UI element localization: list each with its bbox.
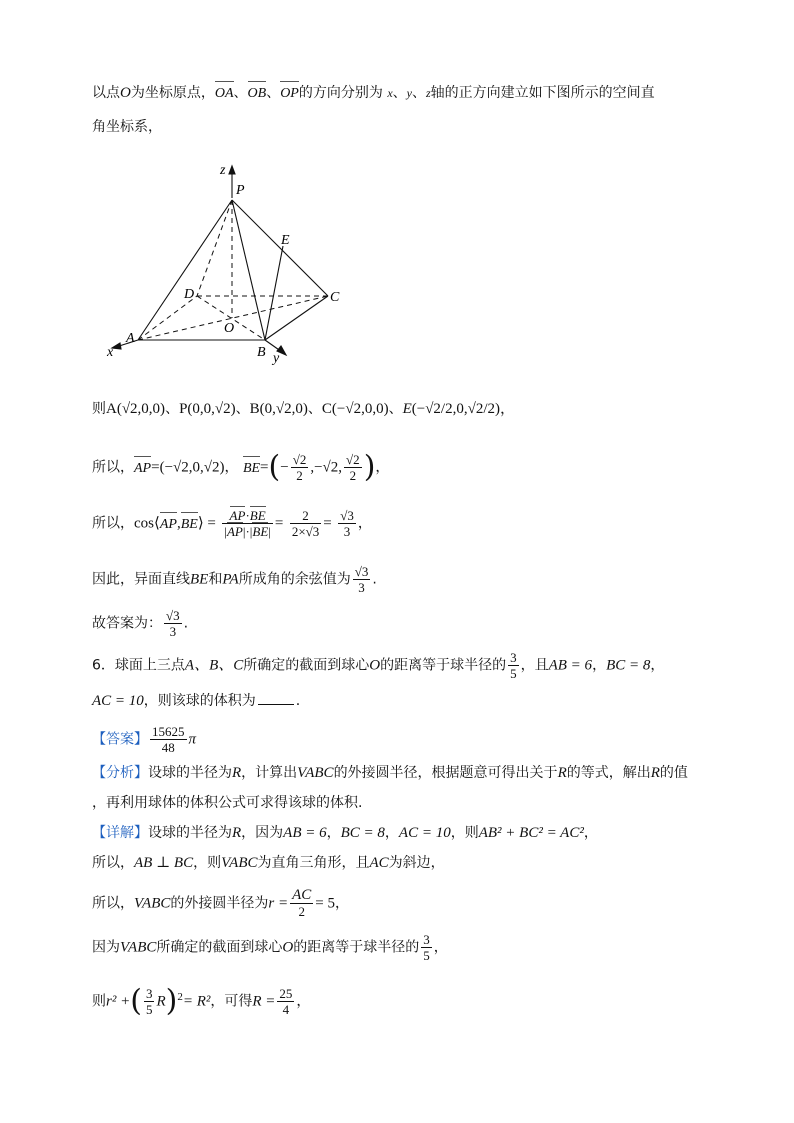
- den: 2×√3: [291, 524, 320, 539]
- q6-line-2: [92, 690, 300, 712]
- detail-line-5: 则r² +( $\frac{3}{5}$ R)$^2$= R²，可得R = $\frac{25}{4}$ ，: [92, 983, 311, 1019]
- text: 为斜边，: [388, 855, 445, 871]
- edge-PA: [138, 200, 235, 340]
- vector-oa: OA: [215, 83, 234, 105]
- label-z: z: [220, 163, 226, 178]
- den: 2: [298, 904, 305, 919]
- analysis-line-1: [92, 762, 688, 784]
- label-x: x: [107, 345, 114, 360]
- frac-be-z: [344, 452, 362, 483]
- frac-25-4: [277, 986, 294, 1017]
- num: √2: [292, 452, 307, 467]
- text: 因此，异面直线: [92, 571, 190, 588]
- R-eq: R =: [252, 993, 276, 1010]
- frac-3-5: [144, 986, 155, 1017]
- sep: 、: [233, 85, 248, 101]
- frac-ac-2: [290, 888, 313, 919]
- num: 15625: [152, 724, 185, 739]
- r-eq: r =: [268, 895, 289, 912]
- text: 的距离等于球半径的: [380, 657, 507, 674]
- sep: 、: [388, 401, 403, 417]
- num: 25: [279, 986, 293, 1002]
- radius-R: R: [156, 993, 166, 1010]
- num: √3: [166, 608, 180, 623]
- frac-cos-value: [353, 564, 371, 595]
- text: 设球的半径为: [148, 825, 232, 841]
- radius-R: R: [650, 765, 660, 781]
- vector-ap: AP: [134, 458, 151, 480]
- axis-y-label: y: [406, 86, 412, 100]
- detail-line-1: 【详解】设球的半径为R，因为AB = 6，BC = 8，AC = 10，则AB² + BC² = AC²，: [92, 825, 598, 841]
- center-o: O: [282, 939, 294, 956]
- triangle-abc: VABC: [134, 895, 171, 912]
- text: 和: [208, 571, 223, 588]
- text: ，计算出: [241, 765, 298, 781]
- text: 故答案为：: [92, 615, 162, 632]
- den: 2: [349, 468, 357, 483]
- num: √3: [354, 564, 369, 579]
- hypotenuse-ac: AC: [369, 855, 389, 871]
- frac-3-5: [508, 650, 519, 681]
- vectors-line: 所以，AP=(−√2,0,√2)， BE=(− $\frac{√2}{2}$ ,−√2, $\frac{√2}{2}$ )，: [92, 449, 390, 485]
- z-arrow: [229, 166, 235, 174]
- label-D: D: [184, 287, 195, 302]
- point-C: C(−√2,0,0): [321, 401, 389, 417]
- text: 则: [92, 993, 106, 1010]
- frac-3-5: [421, 932, 432, 963]
- answer-result-line: 故答案为： $\frac{√3}{3}$ .: [92, 608, 189, 639]
- sep: 、: [165, 401, 180, 417]
- num: √2: [346, 452, 360, 467]
- text: ，: [583, 825, 598, 841]
- answer-block: [92, 724, 196, 755]
- frac-answer-volume: [150, 724, 187, 755]
- answer-tag: 【答案】: [92, 731, 148, 748]
- radius-R: R: [232, 765, 242, 781]
- line-pa: PA: [222, 571, 239, 588]
- text: 的方向分别为: [298, 85, 383, 101]
- point-E-y: 0: [456, 401, 464, 417]
- intro-line-1: [92, 82, 655, 105]
- bc-value: BC = 8: [340, 825, 385, 841]
- text: ，则: [193, 855, 222, 871]
- point-A: A(√2,0,0): [106, 401, 166, 417]
- radius-R: R: [557, 765, 567, 781]
- detail-line-3: 所以，VABC的外接圆半径为r = $\frac{AC}{2}$ = 5，: [92, 887, 349, 919]
- vector-be: BE: [249, 508, 266, 523]
- point-E-x: −√2/2: [416, 401, 453, 417]
- points-abc: A、B、C: [184, 657, 244, 674]
- eq-right: = R²: [182, 993, 211, 1010]
- text: 以点: [92, 85, 120, 101]
- detail-line-4: 因为VABC所确定的截面到球心O的距离等于球半径的 $\frac{3}{5}$ ，: [92, 932, 448, 963]
- label-y: y: [273, 351, 280, 366]
- vector-be-y: −√2,: [314, 459, 343, 476]
- sep: 、: [411, 85, 426, 101]
- num: AC: [292, 887, 312, 903]
- axis-x-label: x: [387, 86, 393, 100]
- triangle-abc: VABC: [297, 765, 334, 781]
- den: 3: [343, 524, 351, 539]
- text: 所以，: [92, 855, 134, 871]
- q6-line-1: 6．球面上三点A、B、C所确定的截面到球心O的距离等于球半径的 $\frac{3}{5}$ ，且AB = 6，BC = 8，: [92, 650, 665, 681]
- text: 的外接圆半径，根据题意可得出关于: [333, 765, 558, 781]
- text: 所成角的余弦值为: [238, 571, 351, 588]
- label-A: A: [126, 331, 135, 346]
- num: 2: [290, 508, 321, 524]
- text: ，因为: [241, 825, 284, 841]
- point-E-label: E: [402, 401, 412, 417]
- conclusion-line: 因此，异面直线BE和PA所成角的余弦值为 $\frac{√3}{3}$ .: [92, 564, 377, 595]
- point-B: B(0,√2,0): [249, 401, 308, 417]
- triangle-abc: VABC: [120, 939, 157, 956]
- text: 设球的半径为: [148, 765, 232, 781]
- text: ，且: [520, 657, 549, 674]
- cos-fn: cos: [134, 515, 154, 532]
- r-result: = 5: [315, 895, 335, 912]
- den: 3: [358, 580, 365, 595]
- den: 2: [296, 468, 303, 483]
- den: 5: [423, 948, 430, 963]
- detail-tag: 【详解】: [92, 825, 148, 841]
- den: 5: [145, 1002, 153, 1018]
- triangle-abc: VABC: [221, 855, 258, 871]
- analysis-line-2: ，再利用球体的体积公式可求得该球的体积.: [92, 795, 363, 811]
- vector-be: BE: [181, 514, 198, 536]
- analysis-tag: 【分析】: [92, 765, 148, 781]
- vector-ap: AP: [226, 524, 243, 539]
- vector-ob: OB: [248, 83, 267, 105]
- coords-line: 则A(√2,0,0)、P(0,0,√2)、B(0,√2,0)、C(−√2,0,0)、E(−√2/2,0,√2/2)，: [92, 401, 515, 417]
- radius-R: R: [232, 825, 242, 841]
- eq-left: r² +: [106, 993, 131, 1010]
- num: 3: [423, 932, 430, 947]
- ac-value: AC = 10: [398, 825, 451, 841]
- num: 3: [145, 986, 153, 1002]
- pi: π: [188, 731, 197, 748]
- label-P: P: [236, 183, 245, 198]
- x-arrow: [112, 343, 121, 349]
- den: 5: [510, 666, 517, 681]
- perpendicular: AB ⊥ BC: [134, 855, 194, 871]
- text: 的外接圆半径为: [170, 895, 269, 912]
- label-C: C: [330, 290, 340, 305]
- point-E-z: √2/2: [467, 401, 495, 417]
- frac-values: [290, 508, 321, 539]
- sep: 、: [266, 85, 281, 101]
- text: 的等式，解出: [566, 765, 651, 781]
- text: 所确定的截面到球心: [156, 939, 283, 956]
- math-origin: O: [120, 85, 131, 101]
- sep: 、: [307, 401, 322, 417]
- vector-op: OP: [280, 83, 299, 105]
- vector-ap-value: =(−√2,0,√2): [151, 459, 225, 476]
- text: ，可得: [210, 993, 253, 1010]
- label-O: O: [224, 321, 235, 336]
- label-E: E: [281, 233, 290, 248]
- text: 所以，: [92, 459, 134, 476]
- vector-be: BE: [243, 458, 260, 480]
- text: 则: [92, 401, 106, 417]
- den: 48: [161, 740, 175, 755]
- edge-BC: [265, 296, 328, 340]
- bc-value: BC = 8: [606, 657, 651, 674]
- cosine-line: 所以，cos⟨AP,BE⟩ = $\frac{AP\cdot BE}{|AP|\cdot|BE|}$ = $\frac{2}{2\times√3}$ = $\frac{√3}{3}$ ，: [92, 508, 372, 539]
- answer-blank: [258, 704, 294, 705]
- text: .: [295, 693, 301, 709]
- ab-value: AB = 6: [283, 825, 327, 841]
- vector-ap: AP: [160, 514, 177, 536]
- sep: 、: [392, 85, 407, 101]
- text: 的值: [659, 765, 688, 781]
- vector-ap: AP: [229, 508, 246, 523]
- frac-be-x: [291, 452, 309, 483]
- line-be: BE: [190, 571, 209, 588]
- segment-BE: [265, 246, 283, 340]
- text: 为直角三角形，且: [257, 855, 370, 871]
- axis-z-label: z: [425, 86, 431, 100]
- text: 为坐标原点，: [130, 85, 215, 101]
- ab-value: AB = 6: [548, 657, 593, 674]
- label-B: B: [257, 345, 266, 360]
- text: 所确定的截面到球心: [243, 657, 370, 674]
- num: √3: [340, 508, 354, 523]
- detail-line-2: [92, 852, 445, 874]
- center-o: O: [369, 657, 381, 674]
- intro-line-2: 角坐标系，: [92, 119, 162, 135]
- den: 4: [282, 1002, 290, 1018]
- text: 轴的正方向建立如下图所示的空间直: [430, 85, 655, 101]
- point-P: P(0,0,√2): [179, 401, 236, 417]
- text: 所以，: [92, 515, 134, 532]
- pyramid-figure: [100, 160, 360, 370]
- text: ，则该球的体积为: [143, 693, 256, 709]
- frac-answer: [164, 608, 182, 639]
- text: 6．球面上三点: [92, 657, 185, 674]
- text: 所以，: [92, 895, 134, 912]
- edge-PD: [197, 200, 232, 296]
- text: 的距离等于球半径的: [293, 939, 420, 956]
- text: 因为: [92, 939, 120, 956]
- ac-value: AC = 10: [92, 693, 144, 709]
- frac-result: [338, 508, 356, 539]
- frac-dot-product: $\frac{AP\cdot BE}{|AP|\cdot|BE|}$: [224, 508, 271, 539]
- den: 3: [169, 624, 177, 639]
- text: ，则: [450, 825, 479, 841]
- edge-PB: [232, 200, 265, 340]
- pythagoras: AB² + BC² = AC²: [478, 825, 584, 841]
- sep: 、: [235, 401, 250, 417]
- edge-PC: [232, 200, 328, 296]
- vector-be: BE: [252, 524, 269, 539]
- num: 3: [510, 650, 517, 665]
- eq: =: [260, 459, 269, 476]
